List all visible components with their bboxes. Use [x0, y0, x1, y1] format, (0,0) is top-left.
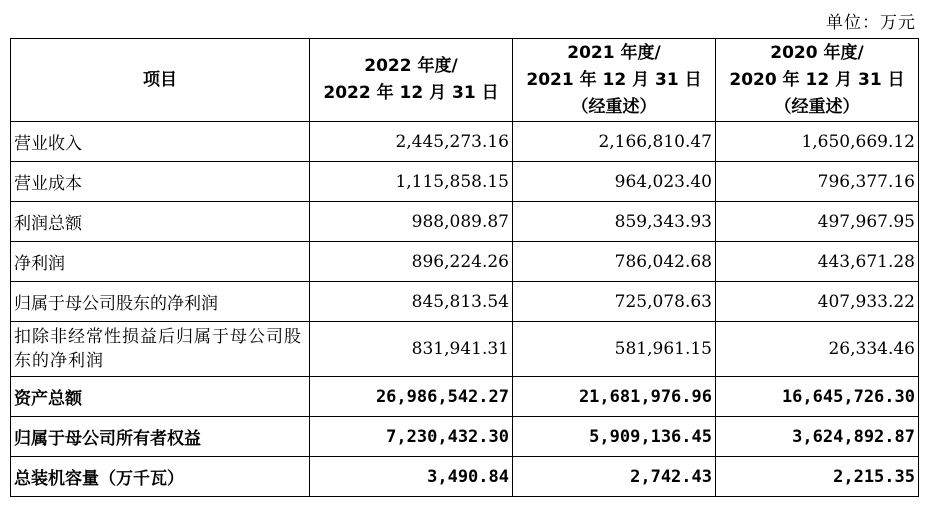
row-label: 利润总额 [11, 202, 310, 242]
cell-2020: 796,377.16 [716, 162, 919, 202]
cell-2021: 2,166,810.47 [513, 122, 716, 162]
table-row [11, 202, 919, 242]
cell-2020: 443,671.28 [716, 242, 919, 282]
row-label: 归属于母公司股东的净利润 [11, 282, 310, 322]
cell-2022: 2,445,273.16 [310, 122, 513, 162]
row-label: 归属于母公司所有者权益 [11, 417, 310, 457]
table-row [11, 417, 919, 457]
table-row [11, 322, 919, 377]
cell-2020: 407,933.22 [716, 282, 919, 322]
table-row [11, 377, 919, 417]
cell-2021: 725,078.63 [513, 282, 716, 322]
cell-2020: 3,624,892.87 [716, 417, 919, 457]
header-2021-line2: 2021 年 12 月 31 日 [526, 69, 702, 90]
cell-2021: 964,023.40 [513, 162, 716, 202]
header-2020-line2: 2020 年 12 月 31 日 [729, 69, 905, 90]
header-2022 [310, 39, 513, 122]
cell-2021: 786,042.68 [513, 242, 716, 282]
table-row [11, 282, 919, 322]
cell-2020: 1,650,669.12 [716, 122, 919, 162]
header-2022-line2: 2022 年 12 月 31 日 [323, 83, 499, 103]
cell-2022: 988,089.87 [310, 202, 513, 242]
cell-2022: 896,224.26 [310, 242, 513, 282]
unit-label: 单位：万元 [826, 13, 916, 33]
header-2021-line1: 2021 年度/ [567, 42, 661, 63]
row-label: 总装机容量（万千瓦） [11, 457, 310, 497]
cell-2020: 26,334.46 [716, 322, 919, 377]
row-label: 净利润 [11, 242, 310, 282]
cell-2021: 2,742.43 [513, 457, 716, 497]
header-2020-line3: （经重述） [774, 96, 860, 117]
cell-2021: 5,909,136.45 [513, 417, 716, 457]
header-2020-line1: 2020 年度/ [770, 42, 864, 63]
row-label: 营业收入 [11, 122, 310, 162]
cell-2022: 1,115,858.15 [310, 162, 513, 202]
cell-2021: 859,343.93 [513, 202, 716, 242]
table-row [11, 242, 919, 282]
cell-2021: 21,681,976.96 [513, 377, 716, 417]
cell-2022: 831,941.31 [310, 322, 513, 377]
table-row [11, 457, 919, 497]
header-item-label: 项目 [143, 69, 177, 90]
table-row [11, 122, 919, 162]
cell-2021: 581,961.15 [513, 322, 716, 377]
financial-summary-table [10, 38, 919, 497]
cell-2020: 16,645,726.30 [716, 377, 919, 417]
header-2021 [513, 39, 716, 122]
cell-2022: 26,986,542.27 [310, 377, 513, 417]
table-header-row [11, 39, 919, 122]
row-label: 营业成本 [11, 162, 310, 202]
table-row [11, 162, 919, 202]
header-2021-line3: （经重述） [571, 96, 657, 117]
cell-2020: 2,215.35 [716, 457, 919, 497]
header-2020 [716, 39, 919, 122]
header-2022-line1: 2022 年度/ [364, 56, 458, 76]
header-item [11, 39, 310, 122]
cell-2022: 3,490.84 [310, 457, 513, 497]
cell-2022: 7,230,432.30 [310, 417, 513, 457]
row-label: 资产总额 [11, 377, 310, 417]
cell-2022: 845,813.54 [310, 282, 513, 322]
row-label: 扣除非经常性损益后归属于母公司股东的净利润 [11, 322, 310, 377]
cell-2020: 497,967.95 [716, 202, 919, 242]
